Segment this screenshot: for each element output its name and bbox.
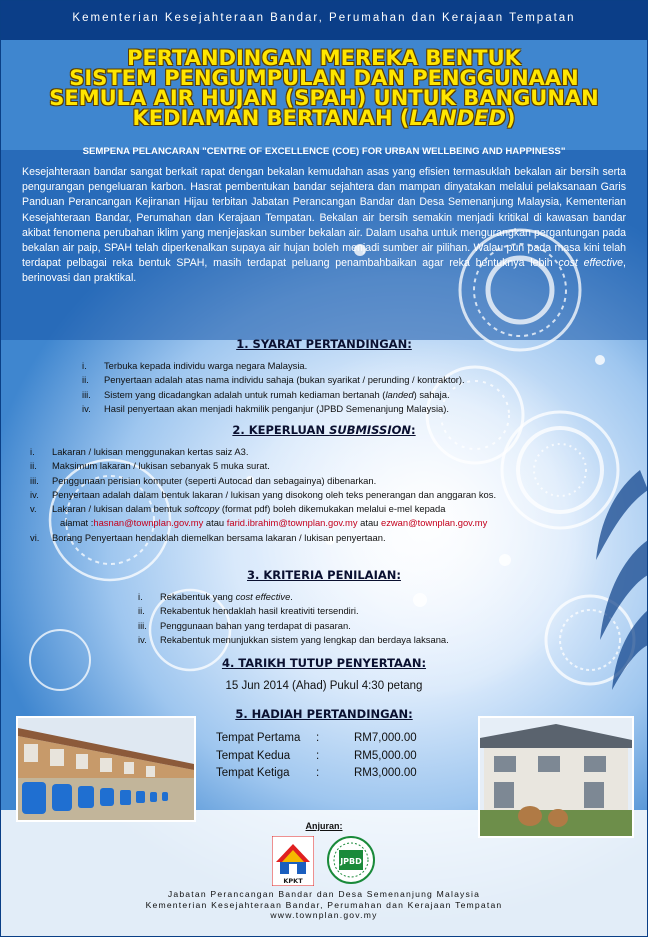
subtitle: SEMPENA PELANCARAN "CENTRE OF EXCELLENCE (COE) FOR URBAN WELLBEING AND HAPPINESS": [82, 146, 566, 157]
page-title: [0, 48, 648, 128]
section-2-heading: 2. KEPERLUAN SUBMISSION:: [232, 423, 416, 437]
title-line-4-italic: LANDED: [409, 106, 506, 130]
ministry-name: Kementerian Kesejahteraan Bandar, Perumahan dan Kerajaan Tempatan: [72, 12, 576, 24]
email-link[interactable]: hasnan@townplan.gov.my: [93, 517, 204, 529]
list-item: iv. Rekabentuk menunjukkan sistem yang lengkap dan berdaya laksana.: [138, 633, 449, 645]
list-item: iii. Penggunaan perisian komputer (seperti Autocad dan sebagainya) dibenarkan.: [30, 474, 377, 486]
list-item: iii. Sistem yang dicadangkan adalah untuk rumah kediaman bertanah (landed) sahaja.: [82, 388, 450, 400]
intro-text-after: , berinovasi dan praktikal.: [22, 257, 626, 285]
list-item: vi. Borang Penyertaan hendaklah diemelkan bersama lakaran / lukisan penyertaan.: [30, 531, 386, 543]
list-item: i. Terbuka kepada individu warga negara Malaysia.: [82, 360, 308, 371]
list-item: i. Rekabentuk yang cost effective.: [138, 591, 293, 602]
list-item: iii. Penggunaan bahan yang terdapat di pasaran.: [138, 619, 351, 631]
list-item: i. Lakaran / lukisan menggunakan kertas saiz A3.: [30, 446, 249, 457]
email-link[interactable]: farid.ibrahim@townplan.gov.my: [226, 517, 358, 529]
photo-double-storey-houses: [478, 716, 634, 838]
kpkt-logo: [272, 836, 314, 886]
list-item-emails: alamat :hasnan@townplan.gov.my atau farid.ibrahim@townplan.gov.my atau ezwan@townplan.gov.my: [60, 517, 488, 529]
title-line-2: SISTEM PENGUMPULAN DAN PENGGUNAAN: [69, 66, 579, 90]
title-line-1: PERTANDINGAN MEREKA BENTUK: [127, 46, 521, 70]
list-item: ii. Rekabentuk hendaklah hasil kreativiti tersendiri.: [138, 605, 359, 617]
prize-list: [216, 730, 417, 783]
footer-line-1: Jabatan Perancangan Bandar dan Desa Semenanjung Malaysia: [167, 889, 481, 899]
section-5-heading: 5. HADIAH PERTANDINGAN:: [235, 707, 413, 721]
section-1-heading: 1. SYARAT PERTANDINGAN:: [236, 337, 412, 351]
list-item: ii. Penyertaan adalah atas nama individu sahaja (bukan syarikat / perunding / kontraktor).: [82, 374, 465, 386]
title-line-4-main: KEDIAMAN BERTANAH (: [132, 106, 410, 130]
prize-row: Tempat Kedua : RM5,000.00: [216, 749, 417, 762]
double-storey-houses-image: [480, 718, 632, 836]
section-3-heading: 3. KRITERIA PENILAIAN:: [247, 568, 401, 582]
prize-row: Tempat Ketiga : RM3,000.00: [216, 767, 417, 779]
jpbd-logo-letters: JPBD: [340, 857, 362, 866]
intro-text-before: Kesejahteraan bandar sangat berkait rapat dengan bekalan kemudahan asas yang efisien termasuklah bekalan air bersih serta pengurangan pengeluaran karbon. Hasrat pembentukan bandar sejahtera dan mampan dinyatakan melalui pelaksanaan Garis Panduan Perancangan Kejiranan Hijau terbitan Jabatan Perancangan Bandar dan Desa Semenanjung Malaysia, Kementerian Kesejahteraan Bandar, Perumahan dan Kerajaan Tempatan. Bekalan air bersih semakin menjadi kritikal di kawasan bandar akibat fenomena perubahan iklim yang menjejaskan sumber bekalan air. Dalam usaha untuk mengurangkan pergantungan pada bekalan air paip, SPAH telah diperkenalkan supaya air hujan boleh menjadi sumber air pilihan. Walau pun pada masa kini telah terdapat pelbagai reka bentuk SPAH, masih terdapat peluang penambahbaikan agar reka bentuknya lebih: [22, 166, 626, 270]
footer-website-link[interactable]: www.townplan.gov.my: [270, 910, 378, 920]
organiser-label: Anjuran:: [305, 821, 343, 831]
jpbd-logo: [326, 834, 376, 886]
closing-date: 15 Jun 2014 (Ahad) Pukul 4:30 petang: [225, 680, 423, 692]
list-item: ii. Maksimum lakaran / lukisan sebanyak 5 muka surat.: [30, 460, 270, 472]
section-2-list: [30, 445, 630, 545]
list-item: iv. Penyertaan adalah dalam bentuk lakaran / lukisan yang disokong oleh teks penerangan dan anggaran kos.: [30, 488, 497, 500]
title-line-3: SEMULA AIR HUJAN (SPAH) UNTUK BANGUNAN: [49, 86, 599, 110]
kpkt-logo-letters: KPKT: [283, 877, 303, 885]
footer: [0, 889, 648, 921]
title-line-4-end: ): [505, 106, 516, 130]
title-line-4: [0, 108, 648, 128]
intro-text-italic: cost effective: [558, 257, 624, 270]
email-link[interactable]: ezwan@townplan.gov.my: [380, 517, 488, 529]
photo-terrace-houses: [16, 716, 196, 822]
section-3-list: [138, 590, 598, 647]
terrace-houses-image: [18, 718, 194, 820]
list-item: v. Lakaran / lukisan dalam bentuk softcopy (format pdf) boleh dikemukakan melalui e-mel kepada: [30, 503, 446, 515]
prize-row: Tempat Pertama : RM7,000.00: [216, 732, 417, 744]
footer-line-2: Kementerian Kesejahteraan Bandar, Perumahan dan Kerajaan Tempatan: [145, 899, 503, 910]
list-item: iv. Hasil penyertaan akan menjadi hakmilik penganjur (JPBD Semenanjung Malaysia).: [82, 402, 449, 414]
section-1-list: [82, 359, 602, 416]
section-4-heading: 4. TARIKH TUTUP PENYERTAAN:: [221, 656, 427, 670]
intro-paragraph: [22, 165, 626, 287]
